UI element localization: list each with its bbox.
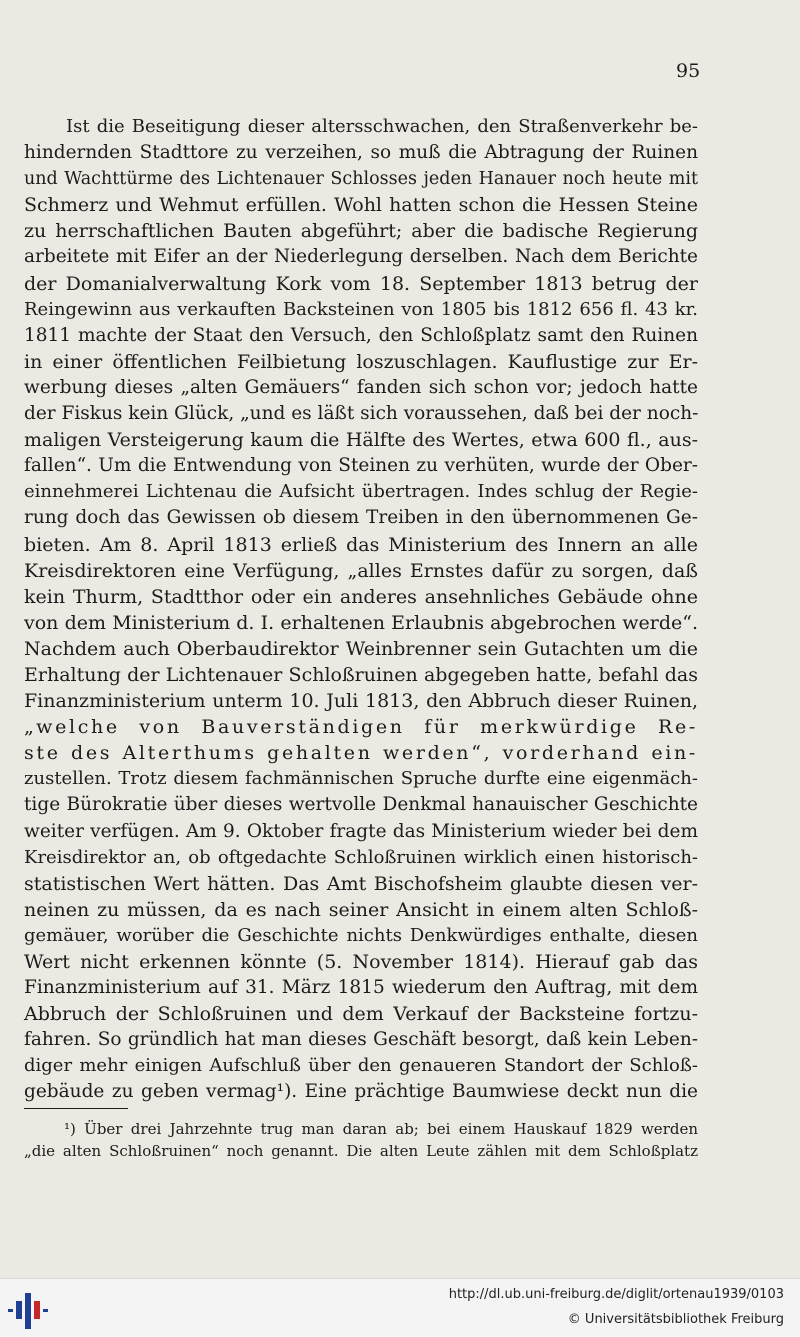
footnote-line: „die alten Schloßruinen“ noch genannt. Die alten Leute zählen mit dem Schloßplatz — [24, 1142, 698, 1160]
footnote-line: ¹) Über drei Jahrzehnte trug man daran ab; bei einem Hauskauf 1829 werden — [64, 1120, 698, 1138]
viewer-footer — [0, 1278, 800, 1337]
text-line: Wert nicht erkennen könnte (5. November 1814). Hierauf gab das — [24, 951, 698, 973]
text-line: zustellen. Trotz diesem fachmännischen Spruche durfte eine eigenmäch- — [24, 768, 698, 790]
text-line: werbung dieses „alten Gemäuers“ fanden sich schon vor; jedoch hatte — [24, 376, 698, 398]
text-line: gebäude zu geben vermag¹). Eine prächtige Baumwiese deckt nun die — [24, 1081, 698, 1103]
ub-freiburg-logo-icon[interactable] — [8, 1289, 48, 1329]
text-line: Kreisdirektor an, ob oftgedachte Schloßruinen wirklich einen historisch- — [24, 846, 698, 868]
text-line: Erhaltung der Lichtenauer Schloßruinen abgegeben hatte, befahl das — [24, 663, 698, 686]
text-line: fallen“. Um die Entwendung von Steinen zu verhüten, wurde der Ober- — [24, 455, 698, 477]
text-line: statistischen Wert hätten. Das Amt Bischofsheim glaubte diesen ver- — [24, 872, 698, 895]
text-line: Ist die Beseitigung dieser altersschwachen, den Straßenverkehr be- — [66, 116, 698, 137]
text-line: ste des Alterthums gehalten werden“, vorderhand ein- — [24, 742, 698, 765]
text-line: kein Thurm, Stadtthor oder ein anderes ansehnliches Gebäude ohne — [24, 585, 698, 608]
footnote-divider — [24, 1108, 128, 1109]
footnotes — [24, 1118, 698, 1162]
text-line: Finanzministerium auf 31. März 1815 wiederum den Auftrag, mit dem — [24, 977, 698, 999]
text-line: fahren. So gründlich hat man dieses Geschäft besorgt, daß kein Leben- — [24, 1029, 698, 1051]
text-line: 1811 machte der Staat den Versuch, den Schloßplatz samt den Ruinen — [24, 324, 698, 346]
text-line: Schmerz und Wehmut erfüllen. Wohl hatten schon die Hessen Steine — [24, 194, 698, 217]
text-line: von dem Ministerium d. I. erhaltenen Erlaubnis abgebrochen werde“. — [24, 611, 698, 634]
text-line: zu herrschaftlichen Bauten abgeführt; aber die badische Regierung — [24, 220, 698, 243]
text-line: Finanzministerium unterm 10. Juli 1813, den Abbruch dieser Ruinen, — [24, 690, 698, 713]
text-line: gemäuer, worüber die Geschichte nichts Denkwürdiges enthalte, diesen — [24, 924, 698, 946]
text-line: und Wachttürme des Lichtenauer Schlosses jeden Hanauer noch heute mit — [24, 169, 698, 190]
text-line: bieten. Am 8. April 1813 erließ das Ministerium des Innern an alle — [24, 533, 698, 556]
page-number: 95 — [676, 60, 701, 82]
text-line: der Fiskus kein Glück, „und es läßt sich voraussehen, daß bei der noch- — [24, 403, 699, 425]
text-line: Reingewinn aus verkauften Backsteinen von 1805 bis 1812 656 fl. 43 kr. — [24, 298, 698, 320]
text-line: weiter verfügen. Am 9. Oktober fragte das Ministerium wieder bei dem — [24, 820, 698, 842]
text-line: hindernden Stadttore zu verzeihen, so muß die Abtragung der Ruinen — [24, 142, 698, 164]
copyright-notice: © Universitätsbibliothek Freiburg — [567, 1312, 784, 1327]
text-line: maligen Versteigerung kaum die Hälfte des Wertes, etwa 600 fl., aus- — [24, 429, 698, 452]
text-line: „welche von Bauverständigen für merkwürdige Re- — [24, 716, 698, 739]
text-line: Kreisdirektoren eine Verfügung, „alles Ernstes dafür zu sorgen, daß — [24, 559, 698, 582]
text-line: Abbruch der Schloßruinen und dem Verkauf der Backsteine fortzu- — [24, 1003, 698, 1026]
text-line: Nachdem auch Oberbaudirektor Weinbrenner sein Gutachten um die — [24, 637, 698, 660]
text-line: neinen zu müssen, da es nach seiner Ansicht in einem alten Schloß- — [24, 898, 698, 921]
body-text — [24, 114, 698, 1106]
source-url-link[interactable]: http://dl.ub.uni-freiburg.de/diglit/ortenau1939/0103 — [448, 1287, 784, 1302]
text-line: tige Bürokratie über dieses wertvolle Denkmal hanauischer Geschichte — [24, 794, 698, 816]
text-line: der Domanialverwaltung Kork vom 18. September 1813 betrug der — [24, 272, 698, 295]
text-line: rung doch das Gewissen ob diesem Treiben in den übernommenen Ge- — [24, 507, 698, 529]
text-line: diger mehr einigen Aufschluß über den genaueren Standort der Schloß- — [24, 1055, 698, 1077]
text-line: einnehmerei Lichtenau die Aufsicht übertragen. Indes schlug der Regie- — [24, 481, 698, 503]
text-line: arbeitete mit Eifer an der Niederlegung derselben. Nach dem Berichte — [24, 246, 698, 268]
text-line: in einer öffentlichen Feilbietung loszuschlagen. Kauflustige zur Er- — [24, 350, 698, 373]
